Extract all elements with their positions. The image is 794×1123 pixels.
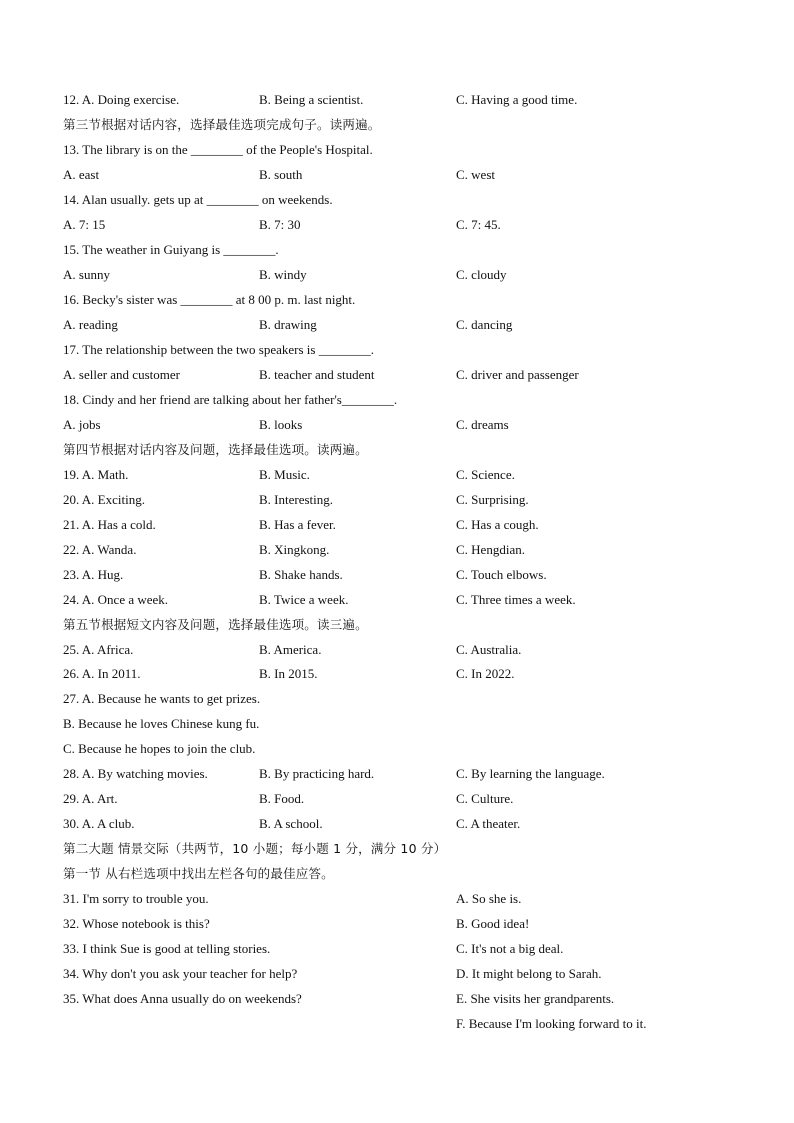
- question-15-options: [63, 262, 763, 287]
- match-row: [63, 961, 763, 986]
- question-29: [63, 786, 763, 811]
- q12-option-b: B. Being a scientist.: [259, 92, 364, 107]
- q13-stem: 13. The library is on the ________ of the People's Hospital.: [63, 142, 373, 157]
- q21-option-c: C. Has a cough.: [456, 517, 539, 532]
- q28-option-a: 28. A. By watching movies.: [63, 766, 208, 781]
- q25-option-a: 25. A. Africa.: [63, 642, 134, 657]
- match-row: [63, 886, 763, 911]
- q26-option-a: 26. A. In 2011.: [63, 666, 141, 681]
- q15-option-a: A. sunny: [63, 267, 110, 282]
- q19-option-b: B. Music.: [259, 467, 310, 482]
- question-14-stem: [63, 187, 763, 212]
- match-right-d: D. It might belong to Sarah.: [456, 966, 602, 981]
- q18-option-a: A. jobs: [63, 417, 101, 432]
- q19-option-a: 19. A. Math.: [63, 467, 129, 482]
- question-25: [63, 637, 763, 662]
- q15-option-b: B. windy: [259, 267, 307, 282]
- match-row: [63, 936, 763, 961]
- q29-option-a: 29. A. Art.: [63, 791, 118, 806]
- match-right-b: B. Good idea!: [456, 916, 530, 931]
- match-row: [63, 1011, 763, 1036]
- question-26: [63, 661, 763, 686]
- q17-option-c: C. driver and passenger: [456, 367, 579, 382]
- q20-option-a: 20. A. Exciting.: [63, 492, 145, 507]
- q13-option-c: C. west: [456, 167, 495, 182]
- q12-option-c: C. Having a good time.: [456, 92, 578, 107]
- question-16-stem: [63, 287, 763, 312]
- q13-option-b: B. south: [259, 167, 303, 182]
- question-18-options: [63, 412, 763, 437]
- question-22: [63, 537, 763, 562]
- q19-option-c: C. Science.: [456, 467, 515, 482]
- q18-option-b: B. looks: [259, 417, 303, 432]
- q14-stem: 14. Alan usually. gets up at ________ on weekends.: [63, 192, 333, 207]
- q24-option-a: 24. A. Once a week.: [63, 592, 169, 607]
- q20-option-b: B. Interesting.: [259, 492, 334, 507]
- q17-option-a: A. seller and customer: [63, 367, 180, 382]
- match-left-33: 33. I think Sue is good at telling stories.: [63, 941, 271, 956]
- part-2-section-1-heading-text: 第一节 从右栏选项中找出左栏各句的最佳应答。: [63, 866, 334, 881]
- question-24: [63, 587, 763, 612]
- q30-option-c: C. A theater.: [456, 816, 521, 831]
- q18-option-c: C. dreams: [456, 417, 509, 432]
- question-15-stem: [63, 237, 763, 262]
- q27-option-c: C. Because he hopes to join the club.: [63, 741, 256, 756]
- q26-option-c: C. In 2022.: [456, 666, 515, 681]
- question-13-stem: [63, 137, 763, 162]
- match-row: [63, 911, 763, 936]
- question-18-stem: [63, 387, 763, 412]
- q24-option-b: B. Twice a week.: [259, 592, 349, 607]
- match-left-35: 35. What does Anna usually do on weekends?: [63, 991, 302, 1006]
- q14-option-a: A. 7: 15: [63, 217, 106, 232]
- q29-option-b: B. Food.: [259, 791, 305, 806]
- match-right-c: C. It's not a big deal.: [456, 941, 564, 956]
- q17-stem: 17. The relationship between the two speakers is ________.: [63, 342, 374, 357]
- q14-option-b: B. 7: 30: [259, 217, 301, 232]
- match-left-31: 31. I'm sorry to trouble you.: [63, 891, 209, 906]
- q15-option-c: C. cloudy: [456, 267, 507, 282]
- question-27-option-a: [63, 686, 763, 711]
- section-4-heading-text: 第四节根据对话内容及问题，选择最佳选项。读两遍。: [63, 442, 368, 457]
- q24-option-c: C. Three times a week.: [456, 592, 576, 607]
- question-12: [63, 87, 763, 112]
- q21-option-b: B. Has a fever.: [259, 517, 336, 532]
- question-21: [63, 512, 763, 537]
- q23-option-b: B. Shake hands.: [259, 567, 343, 582]
- section-5-heading: [63, 612, 763, 637]
- question-14-options: [63, 212, 763, 237]
- section-5-heading-text: 第五节根据短文内容及问题，选择最佳选项。读三遍。: [63, 617, 368, 632]
- question-30: [63, 811, 763, 836]
- q20-option-c: C. Surprising.: [456, 492, 529, 507]
- q30-option-b: B. A school.: [259, 816, 323, 831]
- section-3-heading-text: 第三节根据对话内容，选择最佳选项完成句子。读两遍。: [63, 117, 381, 132]
- q16-option-a: A. reading: [63, 317, 118, 332]
- question-16-options: [63, 312, 763, 337]
- q15-stem: 15. The weather in Guiyang is ________.: [63, 242, 279, 257]
- q29-option-c: C. Culture.: [456, 791, 514, 806]
- question-23: [63, 562, 763, 587]
- q13-option-a: A. east: [63, 167, 100, 182]
- q17-option-b: B. teacher and student: [259, 367, 375, 382]
- q18-stem: 18. Cindy and her friend are talking about her father's________.: [63, 392, 398, 407]
- q27-option-b: B. Because he loves Chinese kung fu.: [63, 716, 260, 731]
- q12-option-a: 12. A. Doing exercise.: [63, 92, 180, 107]
- q28-option-b: B. By practicing hard.: [259, 766, 375, 781]
- question-19: [63, 462, 763, 487]
- q22-option-a: 22. A. Wanda.: [63, 542, 137, 557]
- part-2-section-1-heading: [63, 861, 763, 886]
- match-left-32: 32. Whose notebook is this?: [63, 916, 210, 931]
- q16-option-c: C. dancing: [456, 317, 513, 332]
- match-right-e: E. She visits her grandparents.: [456, 991, 615, 1006]
- q23-option-a: 23. A. Hug.: [63, 567, 124, 582]
- match-right-a: A. So she is.: [456, 891, 522, 906]
- match-row: [63, 986, 763, 1011]
- q25-option-b: B. America.: [259, 642, 322, 657]
- part-2-heading: [63, 836, 763, 861]
- section-4-heading: [63, 437, 763, 462]
- section-3-heading: [63, 112, 763, 137]
- question-28: [63, 761, 763, 786]
- match-left-34: 34. Why don't you ask your teacher for help?: [63, 966, 298, 981]
- question-27-option-b: [63, 711, 763, 736]
- q23-option-c: C. Touch elbows.: [456, 567, 547, 582]
- match-right-f: F. Because I'm looking forward to it.: [456, 1016, 647, 1031]
- q26-option-b: B. In 2015.: [259, 666, 318, 681]
- question-17-options: [63, 362, 763, 387]
- q22-option-c: C. Hengdian.: [456, 542, 525, 557]
- q30-option-a: 30. A. A club.: [63, 816, 135, 831]
- question-13-options: [63, 162, 763, 187]
- part-2-heading-text: 第二大题 情景交际（共两节，10 小题；每小题 1 分，满分 10 分）: [63, 841, 447, 856]
- q28-option-c: C. By learning the language.: [456, 766, 605, 781]
- q14-option-c: C. 7: 45.: [456, 217, 501, 232]
- question-17-stem: [63, 337, 763, 362]
- q16-option-b: B. drawing: [259, 317, 317, 332]
- question-20: [63, 487, 763, 512]
- q25-option-c: C. Australia.: [456, 642, 522, 657]
- q16-stem: 16. Becky's sister was ________ at 8 00 p. m. last night.: [63, 292, 356, 307]
- q27-option-a: 27. A. Because he wants to get prizes.: [63, 691, 261, 706]
- question-27-option-c: [63, 736, 763, 761]
- q22-option-b: B. Xingkong.: [259, 542, 330, 557]
- q21-option-a: 21. A. Has a cold.: [63, 517, 156, 532]
